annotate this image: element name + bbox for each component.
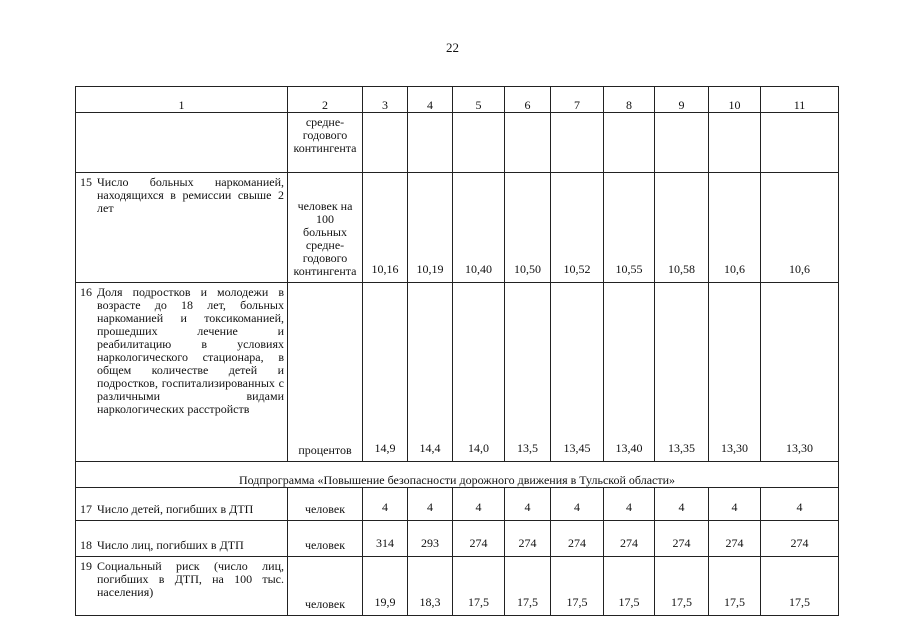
value-cell: 10,58 xyxy=(655,173,709,283)
indicator-name: Число лиц, погибших в ДТП xyxy=(97,538,244,552)
unit-cell: средне- годового контингента xyxy=(288,113,363,173)
value-cell: 4 xyxy=(363,488,408,521)
value-cell: 274 xyxy=(655,521,709,557)
indicator-name: Доля подростков и молодежи в возрасте до 18 лет, больных наркоманией и токсикоманией, прошедших лечение и реабилитацию в условиях наркологического стационара, в общем количестве детей и подростков, госпитализированных с различными видами наркологических расстройств xyxy=(97,285,284,416)
table-row xyxy=(76,283,839,462)
table-row xyxy=(76,557,839,616)
value-cell: 314 xyxy=(363,521,408,557)
value-cell: 14,4 xyxy=(408,283,453,462)
header-row xyxy=(76,87,839,113)
value-cell: 4 xyxy=(604,488,655,521)
unit-cell: процентов xyxy=(288,283,363,462)
value-cell: 10,16 xyxy=(363,173,408,283)
value-cell: 274 xyxy=(604,521,655,557)
unit-cell: человек xyxy=(288,521,363,557)
subprogram-title: Подпрограмма «Повышение безопасности дорожного движения в Тульской области» xyxy=(76,462,839,488)
value-cell: 18,3 xyxy=(408,557,453,616)
value-cell: 13,30 xyxy=(761,283,839,462)
value-cell: 17,5 xyxy=(761,557,839,616)
value-cell: 13,45 xyxy=(551,283,604,462)
value-cell: 4 xyxy=(408,488,453,521)
indicator-name: Социальный риск (число лиц, погибших в ДТП, на 100 тыс. населения) xyxy=(97,559,284,599)
value-cell: 19,9 xyxy=(363,557,408,616)
column-header: 1 xyxy=(76,87,288,113)
value-cell: 10,50 xyxy=(505,173,551,283)
page-number: 22 xyxy=(446,40,459,55)
row-number: 17 xyxy=(80,502,92,516)
column-header: 9 xyxy=(655,87,709,113)
column-header: 2 xyxy=(288,87,363,113)
table-row xyxy=(76,521,839,557)
value-cell: 274 xyxy=(505,521,551,557)
column-header: 10 xyxy=(709,87,761,113)
value-cell: 293 xyxy=(408,521,453,557)
value-cell: 13,5 xyxy=(505,283,551,462)
value-cell: 13,30 xyxy=(709,283,761,462)
value-cell: 17,5 xyxy=(551,557,604,616)
value-cell: 10,19 xyxy=(408,173,453,283)
value-cell: 17,5 xyxy=(709,557,761,616)
value-cell: 10,55 xyxy=(604,173,655,283)
value-cell: 10,6 xyxy=(761,173,839,283)
value-cell: 10,6 xyxy=(709,173,761,283)
column-header: 6 xyxy=(505,87,551,113)
value-cell: 4 xyxy=(655,488,709,521)
value-cell: 4 xyxy=(761,488,839,521)
value-cell: 274 xyxy=(761,521,839,557)
value-cell: 17,5 xyxy=(655,557,709,616)
column-header: 7 xyxy=(551,87,604,113)
indicators-table xyxy=(75,86,839,616)
value-cell: 10,52 xyxy=(551,173,604,283)
value-cell: 13,35 xyxy=(655,283,709,462)
value-cell: 13,40 xyxy=(604,283,655,462)
row-number: 16 xyxy=(80,285,92,299)
table-row xyxy=(76,488,839,521)
value-cell: 14,9 xyxy=(363,283,408,462)
value-cell: 10,40 xyxy=(453,173,505,283)
value-cell: 4 xyxy=(709,488,761,521)
column-header: 3 xyxy=(363,87,408,113)
column-header: 11 xyxy=(761,87,839,113)
value-cell: 274 xyxy=(709,521,761,557)
value-cell: 17,5 xyxy=(505,557,551,616)
section-row xyxy=(76,462,839,488)
column-header: 4 xyxy=(408,87,453,113)
value-cell: 274 xyxy=(453,521,505,557)
indicator-name: Число больных наркоманией, находящихся в ремиссии свыше 2 лет xyxy=(97,175,284,215)
indicator-name: Число детей, погибших в ДТП xyxy=(97,502,254,516)
row-number: 18 xyxy=(80,538,92,552)
table-row xyxy=(76,173,839,283)
row-number: 15 xyxy=(80,175,92,189)
value-cell: 4 xyxy=(505,488,551,521)
table-row-continuation xyxy=(76,113,839,173)
unit-cell: человек на 100 больных средне- годового контингента xyxy=(288,173,363,283)
column-header: 5 xyxy=(453,87,505,113)
value-cell: 17,5 xyxy=(604,557,655,616)
column-header: 8 xyxy=(604,87,655,113)
value-cell: 14,0 xyxy=(453,283,505,462)
unit-cell: человек xyxy=(288,488,363,521)
value-cell: 4 xyxy=(453,488,505,521)
value-cell: 274 xyxy=(551,521,604,557)
value-cell: 17,5 xyxy=(453,557,505,616)
row-number: 19 xyxy=(80,559,92,573)
value-cell: 4 xyxy=(551,488,604,521)
unit-cell: человек xyxy=(288,557,363,616)
